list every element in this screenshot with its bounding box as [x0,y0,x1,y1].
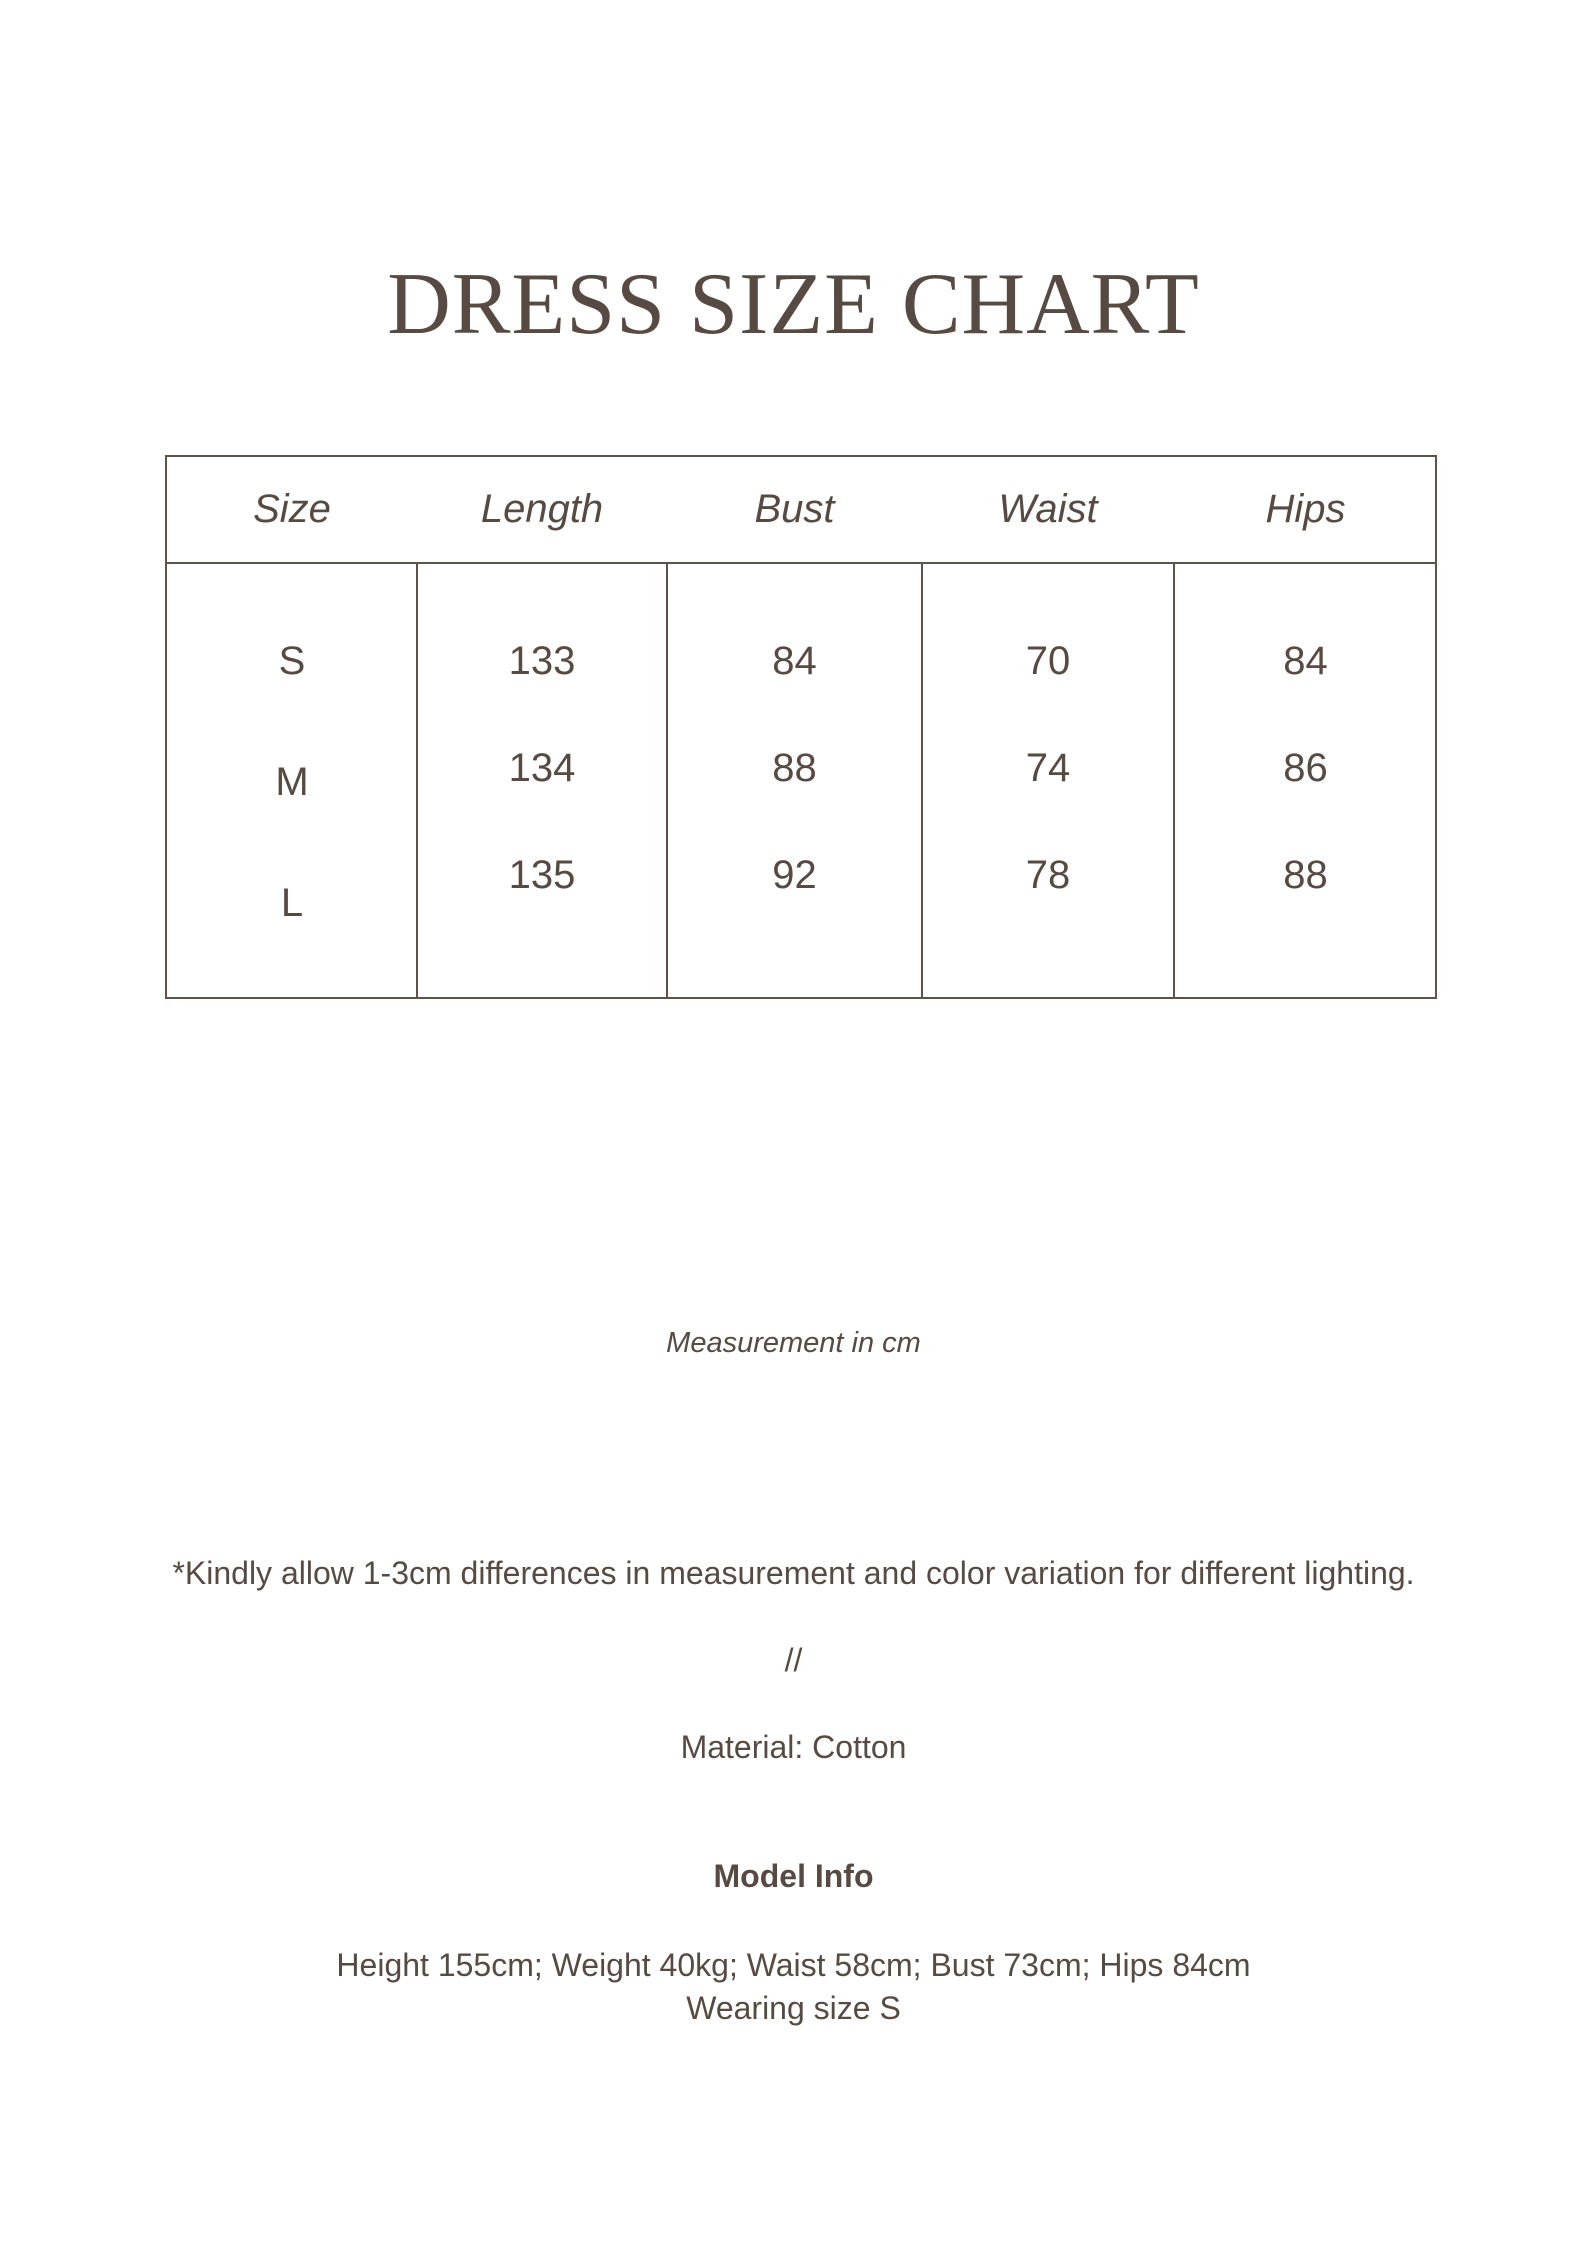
header-hips: Hips [1265,487,1346,531]
disclaimer-text: *Kindly allow 1-3cm differences in measurement and color variation for different lighting. [172,1555,1415,1591]
size-cell-m: M [275,760,309,804]
bust-cell: 84 [772,639,817,683]
header-length: Length [480,487,604,531]
model-wearing-size: Wearing size S [686,1990,901,2026]
waist-cell: 74 [1025,746,1071,790]
waist-cell: 70 [1025,639,1071,683]
header-size: Size [253,487,331,531]
model-stats: Height 155cm; Weight 40kg; Waist 58cm; Bust 73cm; Hips 84cm [336,1947,1251,1983]
table-header-row [167,457,1435,564]
length-cell: 134 [508,746,576,790]
length-cell: 135 [508,853,576,897]
hips-cell: 88 [1283,853,1328,897]
page-title: DRESS SIZE CHART [387,256,1200,353]
size-cell-s: S [278,639,306,683]
measurement-note: Measurement in cm [666,1327,921,1359]
size-table [165,455,1437,999]
hips-cell: 84 [1283,639,1328,683]
header-bust: Bust [754,487,835,531]
size-cell-l: L [280,881,304,925]
hips-cell: 86 [1283,746,1328,790]
bust-cell: 92 [772,853,817,897]
header-waist: Waist [998,487,1098,531]
length-cell: 133 [508,639,576,683]
material-text: Material: Cotton [680,1729,907,1765]
separator: // [784,1642,803,1678]
waist-cell: 78 [1025,853,1071,897]
model-info-heading: Model Info [713,1858,874,1894]
bust-cell: 88 [772,746,817,790]
